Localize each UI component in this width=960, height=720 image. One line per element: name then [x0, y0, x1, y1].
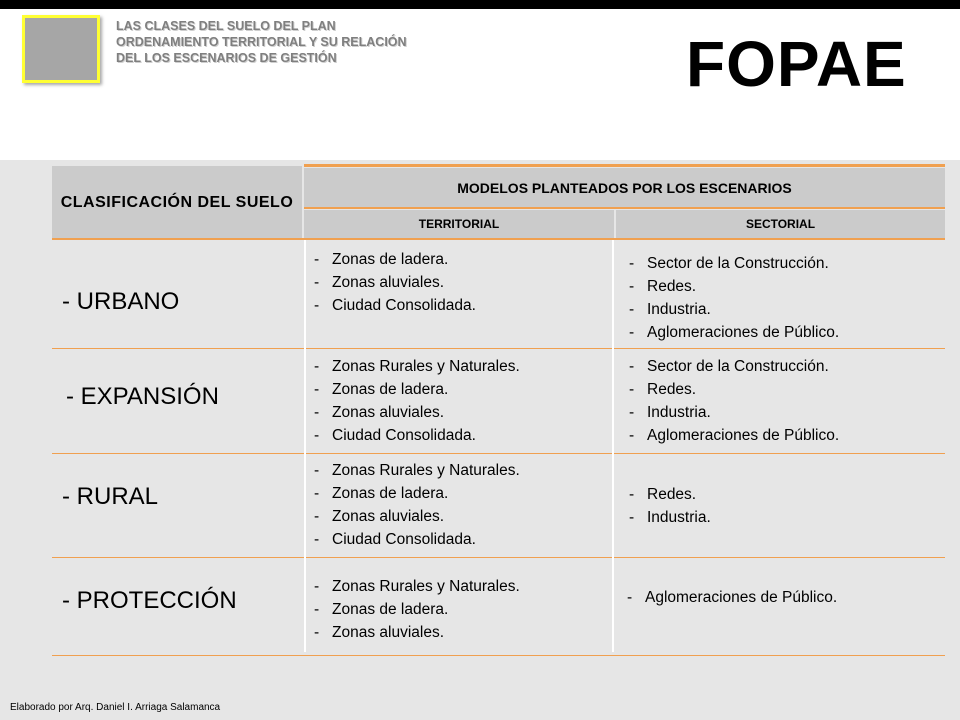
sectorial-list-proteccion	[627, 586, 837, 609]
classification-header	[52, 166, 302, 240]
sectorial-list-rural	[629, 483, 711, 529]
models-header	[304, 168, 945, 207]
logo-square	[22, 15, 100, 83]
brand-logo-text: FOPAE	[686, 28, 907, 100]
column-divider	[612, 240, 614, 652]
list-item: - Zonas aluviales.	[314, 271, 476, 294]
list-item: - Sector de la Construcción.	[629, 355, 839, 378]
territorial-header-label: TERRITORIAL	[418, 217, 500, 231]
row-separator	[52, 655, 945, 656]
sectorial-header	[616, 210, 945, 238]
list-item: - Redes.	[629, 275, 839, 298]
list-item: - Zonas aluviales.	[314, 401, 520, 424]
classification-header-label: CLASIFICACIÓN DEL SUELO	[60, 194, 294, 211]
list-item: - Redes.	[629, 378, 839, 401]
list-item: - Zonas de ladera.	[314, 482, 520, 505]
column-divider	[304, 240, 306, 652]
row-separator	[52, 453, 945, 454]
list-item: - Zonas Rurales y Naturales.	[314, 459, 520, 482]
sectorial-list-expansion	[629, 355, 839, 447]
row-label-proteccion: - PROTECCIÓN	[62, 587, 237, 614]
list-item: - Zonas de ladera.	[314, 598, 520, 621]
row-separator	[52, 348, 945, 349]
list-item: - Ciudad Consolidada.	[314, 424, 520, 447]
list-item: - Zonas de ladera.	[314, 378, 520, 401]
territorial-list-rural	[314, 459, 520, 551]
sectorial-header-label: SECTORIAL	[745, 217, 816, 231]
list-item: - Aglomeraciones de Público.	[627, 586, 837, 609]
list-item: - Zonas aluviales.	[314, 621, 520, 644]
list-item: - Aglomeraciones de Público.	[629, 424, 839, 447]
models-header-top-line	[304, 164, 945, 167]
territorial-list-urbano	[314, 248, 476, 317]
list-item: - Industria.	[629, 298, 839, 321]
top-bar	[0, 0, 960, 9]
list-item: - Zonas de ladera.	[314, 248, 476, 271]
territorial-list-expansion	[314, 355, 520, 447]
header-bottom-line	[52, 238, 945, 240]
page-title: LAS CLASES DEL SUELO DEL PLAN ORDENAMIENTO TERRITORIAL Y SU RELACIÓN DEL LOS ESCENARIOS DE GESTIÓN	[116, 19, 407, 65]
territorial-list-proteccion	[314, 575, 520, 644]
list-item: - Industria.	[629, 506, 711, 529]
list-item: - Redes.	[629, 483, 711, 506]
list-item: - Aglomeraciones de Público.	[629, 321, 839, 344]
list-item: - Zonas Rurales y Naturales.	[314, 355, 520, 378]
list-item: - Ciudad Consolidada.	[314, 528, 520, 551]
row-label-rural: - RURAL	[62, 483, 159, 510]
row-separator	[52, 557, 945, 558]
list-item: - Zonas aluviales.	[314, 505, 520, 528]
row-label-expansion: - EXPANSIÓN	[66, 383, 219, 410]
models-header-divider	[304, 207, 945, 209]
territorial-header	[304, 210, 614, 238]
sectorial-list-urbano	[629, 252, 839, 344]
models-header-label: MODELOS PLANTEADOS POR LOS ESCENARIOS	[457, 179, 792, 196]
row-label-urbano: - URBANO	[62, 288, 180, 315]
footer-credit: Elaborado por Arq. Daniel I. Arriaga Salamanca	[10, 702, 221, 713]
list-item: - Industria.	[629, 401, 839, 424]
list-item: - Sector de la Construcción.	[629, 252, 839, 275]
list-item: - Zonas Rurales y Naturales.	[314, 575, 520, 598]
list-item: - Ciudad Consolidada.	[314, 294, 476, 317]
